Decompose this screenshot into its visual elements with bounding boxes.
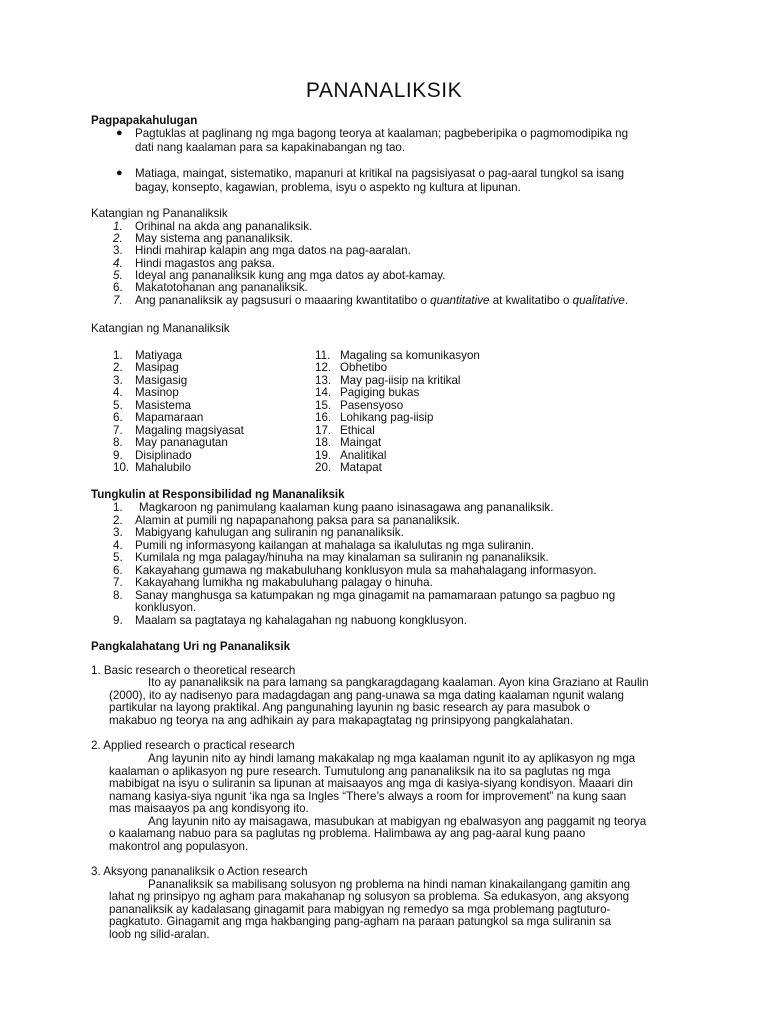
list-number: 13. xyxy=(315,374,332,387)
list-item: Mahalubilo xyxy=(135,461,192,474)
list-number: 5. xyxy=(113,551,123,564)
list-number: 3. xyxy=(113,526,123,539)
paragraph-line: pananaliksik ay kadalasang ginagamit para mabigyan ng remedyo sa mga problemang pagtuturo- xyxy=(109,903,611,916)
list-number: 7. xyxy=(113,294,123,307)
list-number: 12. xyxy=(315,361,332,374)
list-item: Sanay manghusga sa katumpakan ng mga ginagamit na pamamaraan patungo sa pagbuo ng xyxy=(135,589,616,602)
list-number: 5. xyxy=(113,399,123,412)
definition-line: Pagtuklas at paglinang ng mga bagong teorya at kaalaman; pagbeberipika o pagmomodipika ng xyxy=(135,127,629,140)
paragraph-line: namang kasiya-siya ngunit ‘ika nga sa Ingles “There’s always a room for improvement” na kung saan xyxy=(109,790,627,803)
list-item: Kumilala ng mga palagay/hinuha na may kinalaman sa suliranin ng pananaliksik. xyxy=(135,551,549,564)
list-item: Mapamaraan xyxy=(135,411,204,424)
list-number: 3. xyxy=(113,244,123,257)
list-number: 3. xyxy=(113,374,123,387)
list-item: Analitikal xyxy=(340,449,387,462)
list-number: 1. xyxy=(113,220,123,233)
list-number: 8. xyxy=(113,436,123,449)
paragraph-line: (2000), ito ay nadisenyo para madagdagan ang pang-unawa sa mga dating kaalaman ngunit walang xyxy=(109,689,624,702)
list-item: Maalam sa pagtataya ng kahalagahan ng nabuong kongklusyon. xyxy=(135,614,467,627)
list-item: Orihinal na akda ang pananaliksik. xyxy=(135,220,313,233)
paragraph-line: Ang layunin nito ay hindi lamang makakalap ng mga kaalaman ngunit ito ay aplikasyon ng mga xyxy=(148,752,636,765)
list-number: 6. xyxy=(113,564,123,577)
definition-line: bagay, konsepto, kagawian, problema, isyu o aspekto ng kultura at lipunan. xyxy=(135,181,521,194)
list-number: 18. xyxy=(315,436,332,449)
list-item: Hindi mahirap kalapin ang mga datos na pag-aaralan. xyxy=(135,244,411,257)
paragraph-line: pagkatuto. Ginagamit ang mga hakbanging pang-agham na paraan patungkol sa mga suliranin sa xyxy=(109,915,612,928)
list-number: 15. xyxy=(315,399,332,412)
list-item: Obhetibo xyxy=(340,361,388,374)
list-number: 6. xyxy=(113,411,123,424)
paragraph-line: loob ng silid-aralan. xyxy=(109,928,210,941)
list-number: 6. xyxy=(113,281,123,294)
list-number: 17. xyxy=(315,424,332,437)
paragraph-line: o kaalamang nabuo para sa paglutas ng problema. Halimbawa ay ang pag-aaral kung paano xyxy=(109,827,586,840)
list-number: 4. xyxy=(113,539,123,552)
paragraph-line: lahat ng prinsipyo ng agham para makahanap ng solusyon sa problema. Sa edukasyon, ang aksyong xyxy=(109,890,630,903)
definition-line: Matiaga, maingat, sistematiko, mapanuri at kritikal na pagsisiyasat o pag-aaral tungkol sa isang xyxy=(135,167,625,180)
list-number: 4. xyxy=(113,386,123,399)
section-heading-pagpapakahulugan: Pagpapakahulugan xyxy=(91,114,198,127)
paragraph-line: Ito ay pananaliksik na para lamang sa pangkaragdagang kaalaman. Ayon kina Graziano at Raulin xyxy=(148,676,649,689)
list-item: Kakayahang lumikha ng makabuluhang palagay o hinuha. xyxy=(135,576,433,589)
section-heading-katangian-pananaliksik: Katangian ng Pananaliksik xyxy=(91,207,228,220)
list-item: Magaling sa komunikasyon xyxy=(340,349,480,362)
list-number: 2. xyxy=(113,232,123,245)
research-type-title: 1. Basic research o theoretical research xyxy=(91,664,296,677)
list-item: Hindi magastos ang paksa. xyxy=(135,257,275,270)
page-title: PANANALIKSIK xyxy=(305,79,463,102)
list-item: Pumili ng informasyong kailangan at mahalaga sa ikalulutas ng mga suliranin. xyxy=(135,539,534,552)
list-number: 1. xyxy=(113,349,123,362)
list-number: 2. xyxy=(113,514,123,527)
list-item: Maingat xyxy=(340,436,382,449)
list-number: 9. xyxy=(113,614,123,627)
list-item: Disiplinado xyxy=(135,449,192,462)
list-item: Ideyal ang pananaliksik kung ang mga datos ay abot-kamay. xyxy=(135,269,446,282)
list-item: Masipag xyxy=(135,361,179,374)
paragraph-line: Pananaliksik sa mabilisang solusyon ng problema na hindi naman kinakailangang gamitin ang xyxy=(148,878,631,891)
paragraph-line: makontrol ang populasyon. xyxy=(109,840,249,853)
list-item: Alamin at pumili ng napapanahong paksa para sa pananaliksik. xyxy=(135,514,460,527)
definition-line: dati nang kaalaman para sa kapakinabangan ng tao. xyxy=(135,141,406,154)
list-number: 16. xyxy=(315,411,332,424)
paragraph-line: kaalaman o aplikasyon ng pure research. Tumutulong ang pananaliksik na ito sa paglutas ng mga xyxy=(109,765,611,778)
list-number: 20. xyxy=(315,461,332,474)
bullet-icon: ● xyxy=(116,127,123,139)
list-number: 19. xyxy=(315,449,332,462)
list-item: Pasensyoso xyxy=(340,399,404,412)
list-item: May sistema ang pananaliksik. xyxy=(135,232,293,245)
list-number: 7. xyxy=(113,424,123,437)
list-item: Kakayahang gumawa ng makabuluhang konklusyon mula sa mahahalagang informasyon. xyxy=(135,564,597,577)
list-item: Pagiging bukas xyxy=(340,386,420,399)
list-item: Mabigyang kahulugan ang suliranin ng pananaliksik. xyxy=(135,526,404,539)
list-item: Masigasig xyxy=(135,374,188,387)
list-item: Magkaroon ng panimulang kaalaman kung paano isinasagawa ang pananaliksik. xyxy=(139,501,554,514)
research-type-title: 2. Applied research o practical research xyxy=(91,739,295,752)
paragraph-line: Ang layunin nito ay maisagawa, masubukan at mabigyan ng ebalwasyon ang paggamit ng teorya xyxy=(148,815,647,828)
list-number: 5. xyxy=(113,269,123,282)
list-item: Ang pananaliksik ay pagsusuri o maaaring kwantitatibo o quantitative at kwalitatibo o qualitative. xyxy=(135,294,629,307)
list-number: 1. xyxy=(113,501,123,514)
list-item: May pag-iisip na kritikal xyxy=(340,374,461,387)
paragraph-line: mabibigat na isyu o suliranin sa lipunan at maisaayos ang mga di kasiya-siyang kondisyon. Maaari din xyxy=(109,777,633,790)
list-number: 8. xyxy=(113,589,123,602)
list-number: 4. xyxy=(113,257,123,270)
list-item: Masinop xyxy=(135,386,179,399)
bullet-icon: ● xyxy=(116,167,123,179)
research-type-title: 3. Aksyong pananaliksik o Action research xyxy=(91,865,308,878)
list-item: Matiyaga xyxy=(135,349,183,362)
paragraph-line: makabuo ng teorya na ang adhikain ay para makapagtatag ng prinsipyong pangkalahatan. xyxy=(109,714,574,727)
list-item: Lohikang pag-iisip xyxy=(340,411,434,424)
section-heading-pangkalahatang-uri: Pangkalahatang Uri ng Pananaliksik xyxy=(91,640,291,653)
list-number: 2. xyxy=(113,361,123,374)
paragraph-line: partikular na layong praktikal. Ang pangunahing layunin ng basic research ay para masubok o xyxy=(109,701,590,714)
list-number: 11. xyxy=(315,349,331,362)
list-number: 7. xyxy=(113,576,123,589)
list-number: 10. xyxy=(113,461,130,474)
list-item: Masistema xyxy=(135,399,192,412)
list-item: Magaling magsiyasat xyxy=(135,424,244,437)
list-number: 9. xyxy=(113,449,123,462)
section-heading-tungkulin: Tungkulin at Responsibilidad ng Mananaliksik xyxy=(91,488,345,501)
list-item: May pananagutan xyxy=(135,436,228,449)
section-heading-katangian-mananaliksik: Katangian ng Mananaliksik xyxy=(91,322,230,335)
paragraph-line: mas maisaayos pa ang kondisyong ito. xyxy=(109,802,309,815)
list-item: Ethical xyxy=(340,424,375,437)
list-item: Makatotohanan ang pananaliksik. xyxy=(135,281,308,294)
list-number: 14. xyxy=(315,386,332,399)
list-item-continued: konklusyon. xyxy=(135,601,197,614)
list-item: Matapat xyxy=(340,461,382,474)
